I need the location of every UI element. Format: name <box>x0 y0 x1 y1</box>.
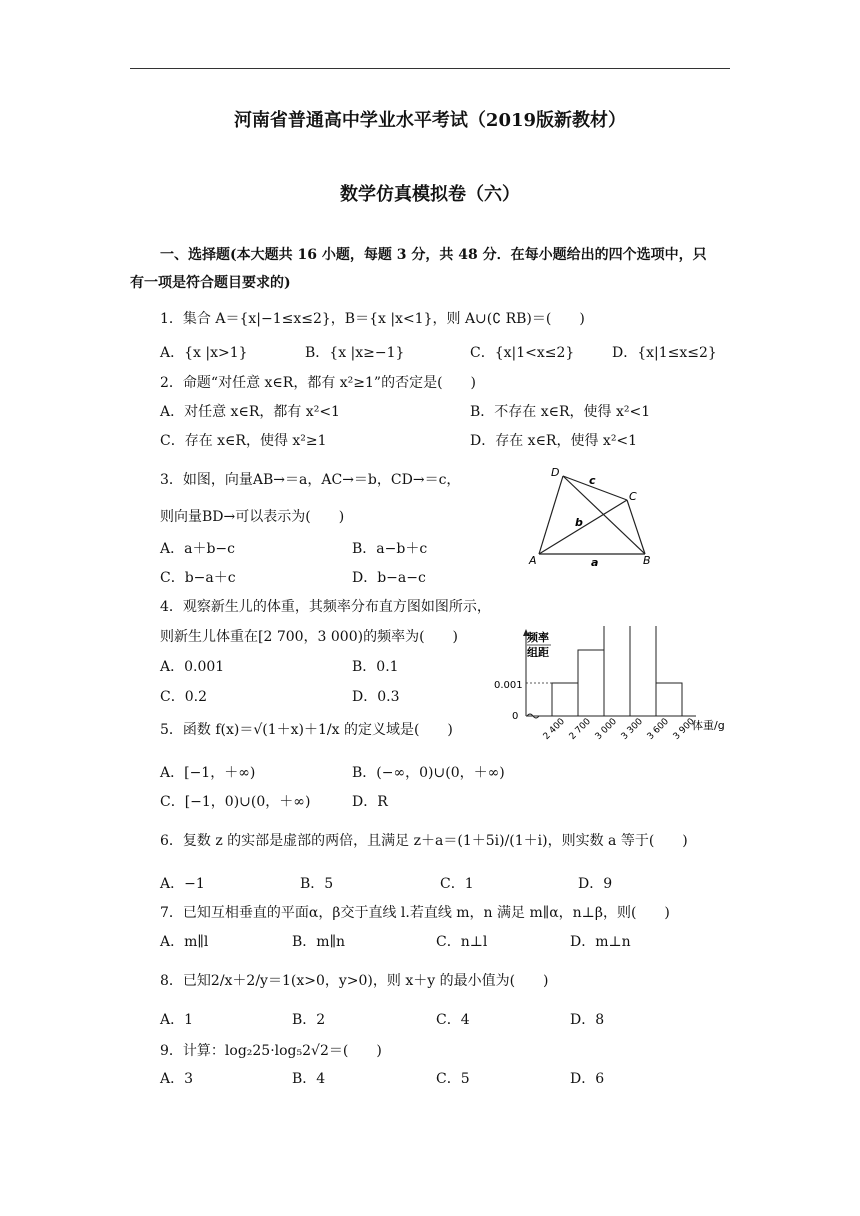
x-tick-label: 3 000 <box>593 716 619 743</box>
q5-option-a: A．[−1，＋∞) <box>160 765 256 781</box>
edge-ac <box>539 500 627 554</box>
q7-option-a: A．m∥l <box>160 934 209 950</box>
q6-option-c: C．1 <box>440 876 474 892</box>
section-heading: 一、选择题(本大题共 16 小题，每题 3 分，共 48 分．在每小题给出的四个选项中，只 <box>160 247 707 263</box>
q5-option-b: B．(−∞，0)∪(0，＋∞) <box>352 765 505 781</box>
q7-option-b: B．m∥n <box>292 934 346 950</box>
q3-option-a: A．a＋b−c <box>160 541 235 557</box>
q1-option-c: C．{x|1<x≤2} <box>470 345 575 361</box>
histogram-bar <box>552 683 578 716</box>
question-3: 3．如图，向量AB→＝a，AC→＝b，CD→＝c， <box>160 472 461 488</box>
question-8: 8．已知2/x＋2/y＝1(x>0，y>0)，则 x＋y 的最小值为( ) <box>160 973 549 989</box>
x-tick-label: 3 600 <box>645 716 671 743</box>
label-a: A <box>529 554 537 567</box>
q3-option-d: D．b−a−c <box>352 570 426 586</box>
q2-option-c: C．存在 x∈R，使得 x²≥1 <box>160 433 327 449</box>
y-label-top: 频率 <box>527 631 549 644</box>
q7-option-c: C．n⊥l <box>436 934 488 950</box>
q9-option-b: B．4 <box>292 1071 326 1087</box>
section-heading-cont: 有一项是符合题目要求的) <box>130 275 291 291</box>
q2-option-d: D．存在 x∈R，使得 x²<1 <box>470 433 638 449</box>
x-tick-label: 3 300 <box>619 716 645 743</box>
q9-option-c: C．5 <box>436 1071 470 1087</box>
q6-option-a: A．−1 <box>160 876 205 892</box>
q3-option-c: C．b−a＋c <box>160 570 236 586</box>
q5-option-c: C．[−1，0)∪(0，＋∞) <box>160 794 311 810</box>
q8-option-b: B．2 <box>292 1012 326 1028</box>
y-tick-0001: 0.001 <box>494 680 523 691</box>
q9-option-a: A．3 <box>160 1071 194 1087</box>
exam-title: 河南省普通高中学业水平考试（2019版新教材） <box>233 110 627 131</box>
histogram-bar <box>630 626 656 716</box>
question-6: 6．复数 z 的实部是虚部的两倍，且满足 z＋a＝(1＋5i)/(1＋i)，则实数 a 等于( ) <box>160 833 688 849</box>
q8-option-d: D．8 <box>570 1012 605 1028</box>
q1-option-a: A．{x |x>1} <box>160 345 248 361</box>
q2-option-b: B．不存在 x∈R，使得 x²<1 <box>470 404 651 420</box>
question-7: 7．已知互相垂直的平面α，β交于直线 l.若直线 m，n 满足 m∥α，n⊥β，则( ) <box>160 905 670 921</box>
question-9: 9．计算：log₂25·log₅2√2＝( ) <box>160 1043 382 1059</box>
label-vec-a: a <box>591 556 599 569</box>
x-tick-label: 2 700 <box>567 716 593 743</box>
vector-quadrilateral-figure <box>525 462 665 572</box>
x-tick-label: 3 900 <box>671 716 697 743</box>
question-4: 4．观察新生儿的体重，其频率分布直方图如图所示， <box>160 599 491 615</box>
question-5: 5．函数 f(x)＝√(1＋x)＋1/x 的定义域是( ) <box>160 722 453 738</box>
histogram-bar <box>578 650 604 716</box>
label-vec-c: c <box>589 474 596 487</box>
label-vec-b: b <box>575 516 583 529</box>
exam-subtitle: 数学仿真模拟卷（六） <box>340 184 520 205</box>
y-label-bottom: 组距 <box>527 646 549 659</box>
q6-option-b: B．5 <box>300 876 334 892</box>
q4-option-d: D．0.3 <box>352 689 400 705</box>
histogram-bar <box>604 626 630 716</box>
origin-label: 0 <box>512 711 519 722</box>
q6-option-d: D．9 <box>578 876 613 892</box>
question-3-cont: 则向量BD→可以表示为( ) <box>160 509 345 525</box>
q1-option-b: B．{x |x≥−1} <box>305 345 405 361</box>
edge-ad <box>539 476 563 554</box>
q8-option-a: A．1 <box>160 1012 194 1028</box>
label-c: C <box>629 490 637 503</box>
top-rule <box>130 68 730 69</box>
frequency-histogram <box>490 626 740 752</box>
histogram-bar <box>656 683 682 716</box>
question-4-cont: 则新生儿体重在[2 700，3 000)的频率为( ) <box>160 629 459 645</box>
q9-option-d: D．6 <box>570 1071 605 1087</box>
q4-option-c: C．0.2 <box>160 689 207 705</box>
q3-option-b: B．a−b＋c <box>352 541 428 557</box>
label-d: D <box>551 466 560 479</box>
q5-option-d: D．R <box>352 794 388 810</box>
q2-option-a: A．对任意 x∈R，都有 x²<1 <box>160 404 340 420</box>
q8-option-c: C．4 <box>436 1012 470 1028</box>
question-1: 1．集合 A＝{x|−1≤x≤2}，B＝{x |x<1}，则 A∪(∁ RB)＝( ) <box>160 311 585 327</box>
label-b: B <box>643 554 651 567</box>
q1-option-d: D．{x|1≤x≤2} <box>612 345 717 361</box>
x-axis-label: 体重/g <box>692 719 725 732</box>
q4-option-a: A．0.001 <box>160 659 225 675</box>
q7-option-d: D．m⊥n <box>570 934 631 950</box>
x-tick-label: 2 400 <box>541 716 567 743</box>
edge-db <box>563 476 645 554</box>
question-2: 2．命题“对任意 x∈R，都有 x²≥1”的否定是( ) <box>160 375 476 391</box>
q4-option-b: B．0.1 <box>352 659 399 675</box>
